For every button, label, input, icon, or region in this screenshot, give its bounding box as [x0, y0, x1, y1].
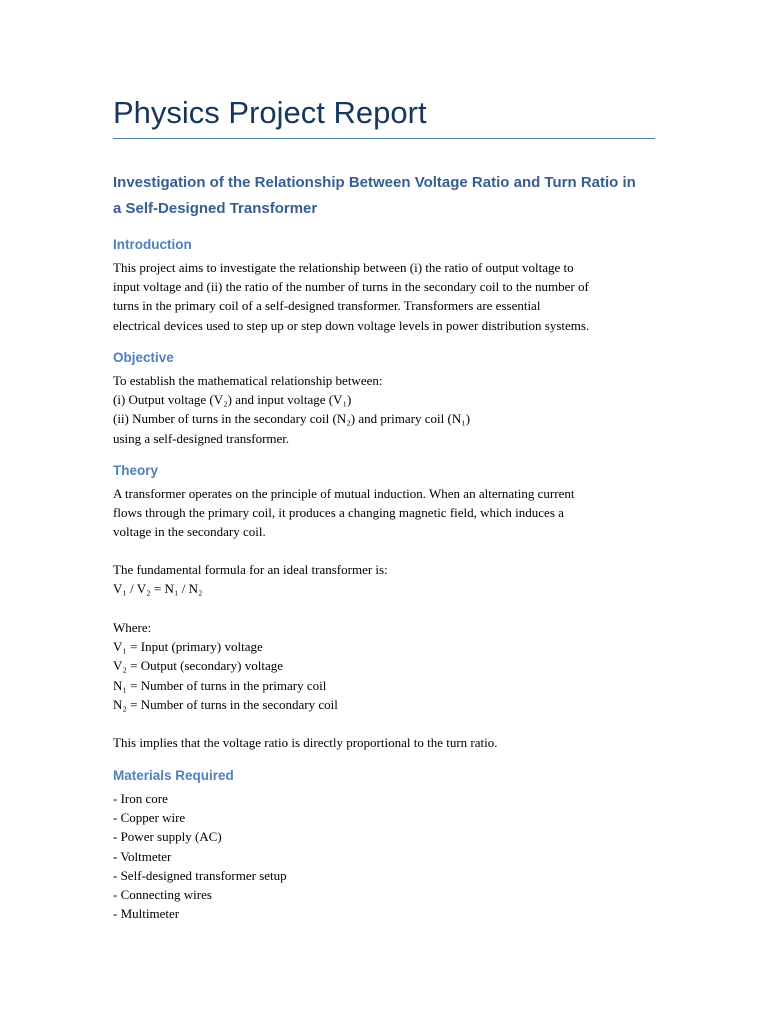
list-item: - Power supply (AC): [113, 829, 222, 845]
text-line: electrical devices used to step up or step down voltage levels in power distribution systems.: [113, 317, 590, 333]
text-line: Where:: [113, 620, 152, 635]
introduction-heading: Introduction: [113, 237, 192, 252]
page-title: Physics Project Report: [113, 95, 427, 130]
list-item: - Iron core: [113, 791, 168, 806]
text-line: flows through the primary coil, it produces a changing magnetic field, which induces a: [113, 505, 564, 521]
theory-paragraph-principle: [113, 484, 658, 542]
list-item: - Multimeter: [113, 906, 180, 922]
definition-line: N₁ = Number of turns in the primary coil: [113, 677, 327, 693]
text-line: turns in the primary coil of a self-designed transformer. Transformers are essential: [113, 298, 541, 314]
theory-paragraph-formula: [113, 560, 658, 598]
text-line: A transformer operates on the principle of mutual induction. When an alternating current: [113, 486, 575, 501]
text-line: using a self-designed transformer.: [113, 430, 290, 446]
text-line: To establish the mathematical relationship between:: [113, 373, 383, 388]
definition-line: V₁ = Input (primary) voltage: [113, 639, 263, 655]
title-underline: [113, 138, 655, 139]
materials-list: [113, 789, 658, 923]
list-item: - Copper wire: [113, 810, 186, 826]
text-line: This project aims to investigate the relationship between (i) the ratio of output voltage to: [113, 260, 574, 275]
list-item: - Connecting wires: [113, 887, 212, 903]
list-item: - Self-designed transformer setup: [113, 867, 287, 883]
text-line: The fundamental formula for an ideal transformer is:: [113, 562, 388, 577]
formula: V₁ / V₂ = N₁ / N₂: [113, 581, 203, 597]
definition-line: V₂ = Output (secondary) voltage: [113, 658, 283, 674]
objective-heading: Objective: [113, 350, 174, 365]
text-line: input voltage and (ii) the ratio of the number of turns in the secondary coil to the number of: [113, 279, 589, 295]
materials-heading: Materials Required: [113, 768, 234, 783]
report-subtitle: [113, 170, 658, 221]
theory-heading: Theory: [113, 463, 159, 478]
text-line: This implies that the voltage ratio is directly proportional to the turn ratio.: [113, 735, 498, 750]
text-line: (ii) Number of turns in the secondary coil (N₂) and primary coil (N₁): [113, 411, 471, 427]
subtitle-line: Investigation of the Relationship Between Voltage Ratio and Turn Ratio in: [113, 174, 636, 191]
list-item: - Voltmeter: [113, 848, 172, 864]
definition-line: N₂ = Number of turns in the secondary coil: [113, 696, 338, 712]
text-line: voltage in the secondary coil.: [113, 524, 266, 540]
introduction-paragraph: [113, 258, 658, 335]
subtitle-line: a Self-Designed Transformer: [113, 199, 318, 217]
theory-paragraph-conclusion: [113, 733, 658, 752]
objective-paragraph: [113, 371, 658, 448]
text-line: (i) Output voltage (V₂) and input voltage (V₁): [113, 392, 352, 408]
theory-paragraph-definitions: [113, 618, 658, 714]
